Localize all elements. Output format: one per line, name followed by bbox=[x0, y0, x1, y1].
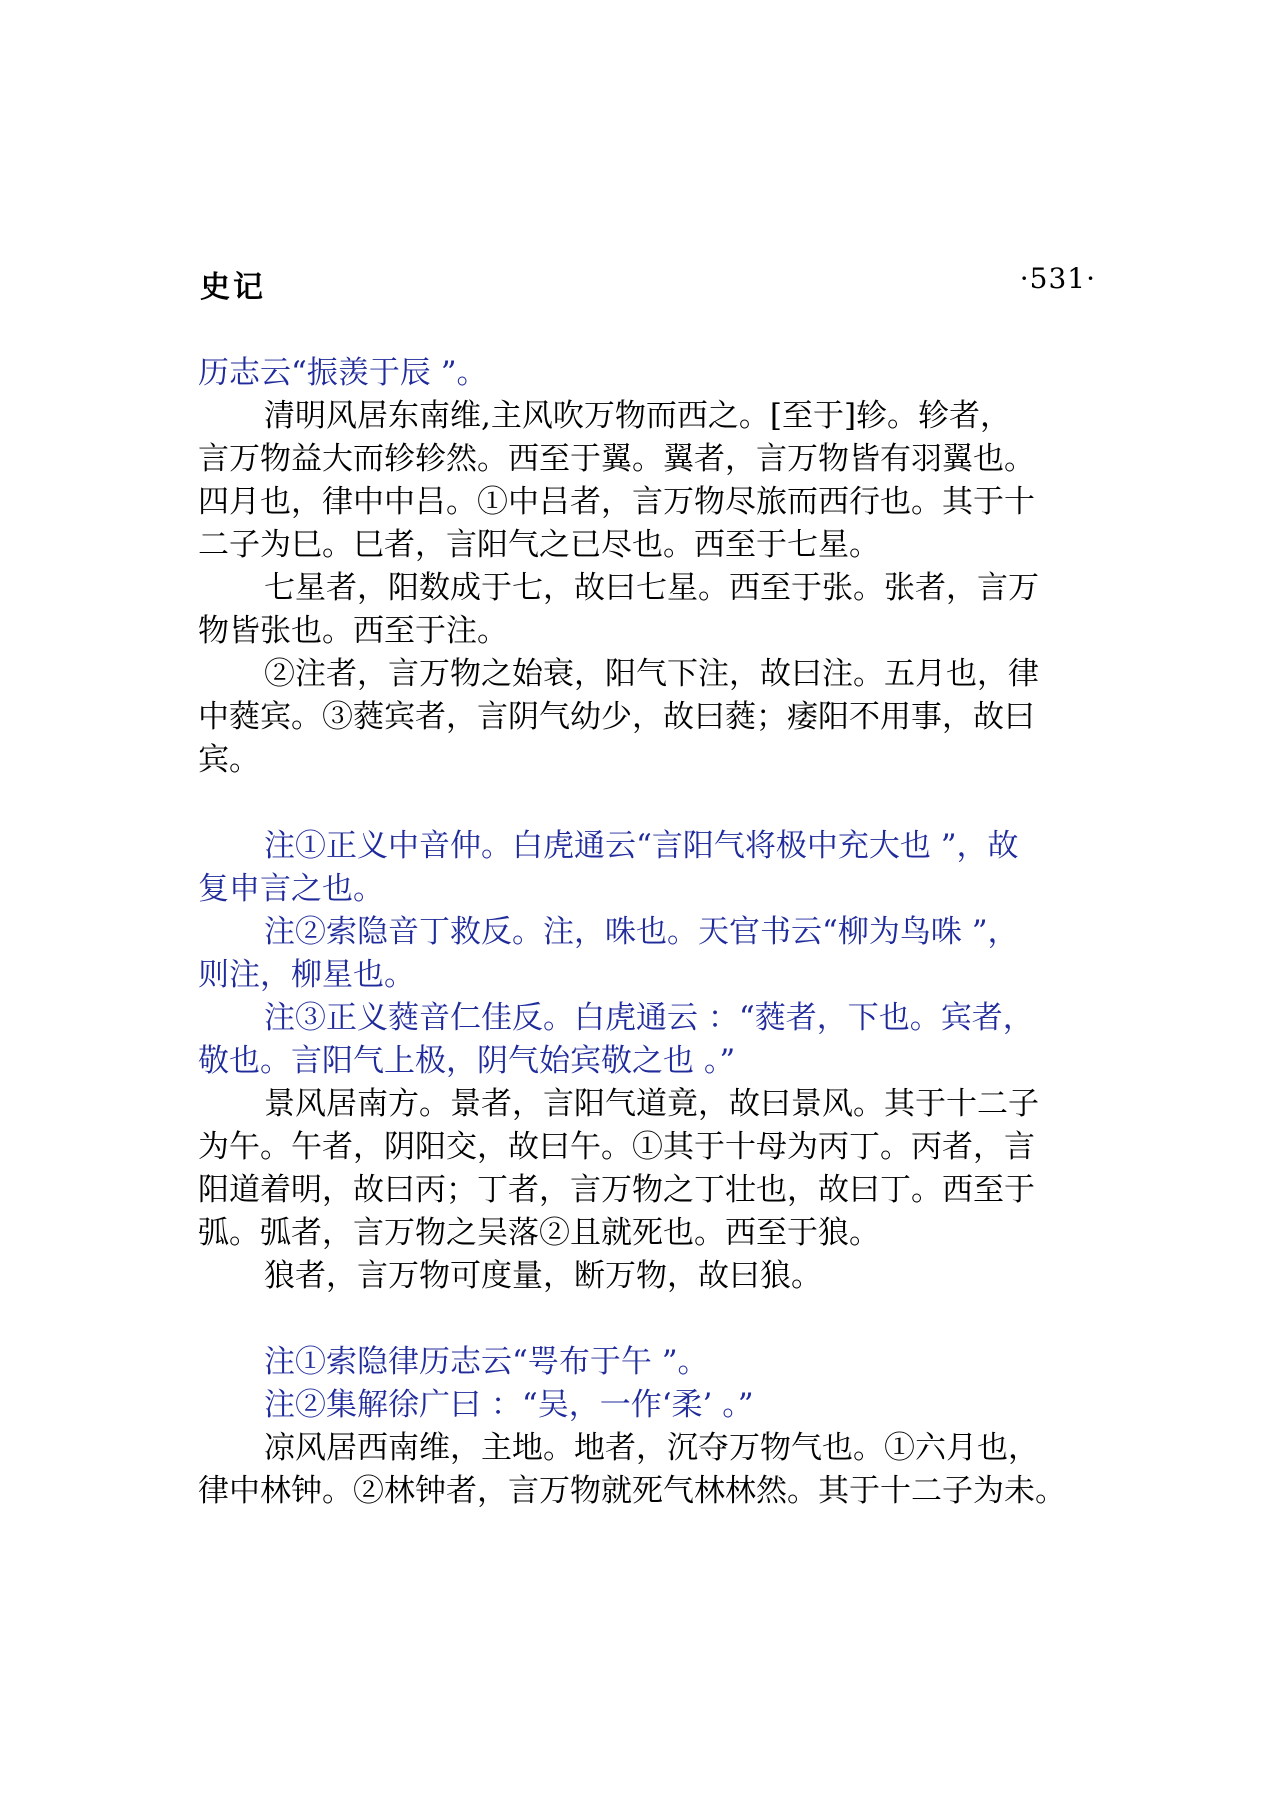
text-line: 弧。弧者，言万物之吴落②且就死也。西至于狼。 bbox=[198, 1215, 880, 1251]
text-line: 注②集解徐广曰 ：“吴，一作‘柔’ 。” bbox=[264, 1387, 754, 1423]
text-line: 注③正义蕤音仁佳反。白虎通云 ：“蕤者，下也。宾者， bbox=[264, 1000, 1034, 1036]
text-line: 清明风居东南维,主风吹万物而西之。[至于]轸。轸者， bbox=[264, 398, 1012, 434]
text-line: 宾。 bbox=[198, 742, 260, 778]
text-line: 复申言之也。 bbox=[198, 871, 384, 907]
text-line: 注①索隐律历志云“咢布于午 ”。 bbox=[264, 1344, 709, 1380]
text-line: 为午。午者，阴阳交，故曰午。①其于十母为丙丁。丙者，言 bbox=[198, 1129, 1035, 1165]
paragraph-gap bbox=[198, 1298, 1112, 1341]
text-line: ②注者，言万物之始衰，阳气下注，故曰注。五月也，律 bbox=[264, 656, 1039, 692]
text-line: 注①正义中音仲。白虎通云“言阳气将极中充大也 ”，故 bbox=[264, 828, 1019, 864]
page-number: ·531· bbox=[1019, 262, 1096, 295]
text-line: 敬也。言阳气上极，阴气始宾敬之也 。” bbox=[198, 1043, 736, 1079]
text-line: 律中林钟。②林钟者，言万物就死气林林然。其于十二子为未。 bbox=[198, 1473, 1066, 1509]
text-line: 注②索隐音丁救反。注，咮也。天官书云“柳为鸟咮 ”， bbox=[264, 914, 1019, 950]
text-line: 物皆张也。西至于注。 bbox=[198, 613, 508, 649]
paragraph-gap bbox=[198, 782, 1112, 825]
text-line: 狼者，言万物可度量，断万物，故曰狼。 bbox=[264, 1258, 822, 1294]
page-header bbox=[200, 262, 1096, 306]
text-line: 阳道着明，故曰丙；丁者，言万物之丁壮也，故曰丁。西至于 bbox=[198, 1172, 1035, 1208]
text-line: 中蕤宾。③蕤宾者，言阴气幼少，故曰蕤；痿阳不用事，故曰 bbox=[198, 699, 1035, 735]
text-line: 二子为巳。巳者，言阳气之已尽也。西至于七星。 bbox=[198, 527, 880, 563]
book-title: 史记 bbox=[200, 270, 266, 305]
text-line: 七星者，阳数成于七，故曰七星。西至于张。张者，言万 bbox=[264, 570, 1039, 606]
text-line: 四月也，律中中吕。①中吕者，言万物尽旅而西行也。其于十 bbox=[198, 484, 1035, 520]
text-line: 言万物益大而轸轸然。西至于翼。翼者，言万物皆有羽翼也。 bbox=[198, 441, 1035, 477]
text-line: 则注，柳星也。 bbox=[198, 957, 415, 993]
text-line: 凉风居西南维，主地。地者，沉夺万物气也。①六月也， bbox=[264, 1430, 1039, 1466]
text-line: 历志云“振羡于辰 ”。 bbox=[198, 355, 488, 391]
text-line: 景风居南方。景者，言阳气道竟，故曰景风。其于十二子 bbox=[264, 1086, 1039, 1122]
main-text bbox=[198, 352, 1112, 1513]
